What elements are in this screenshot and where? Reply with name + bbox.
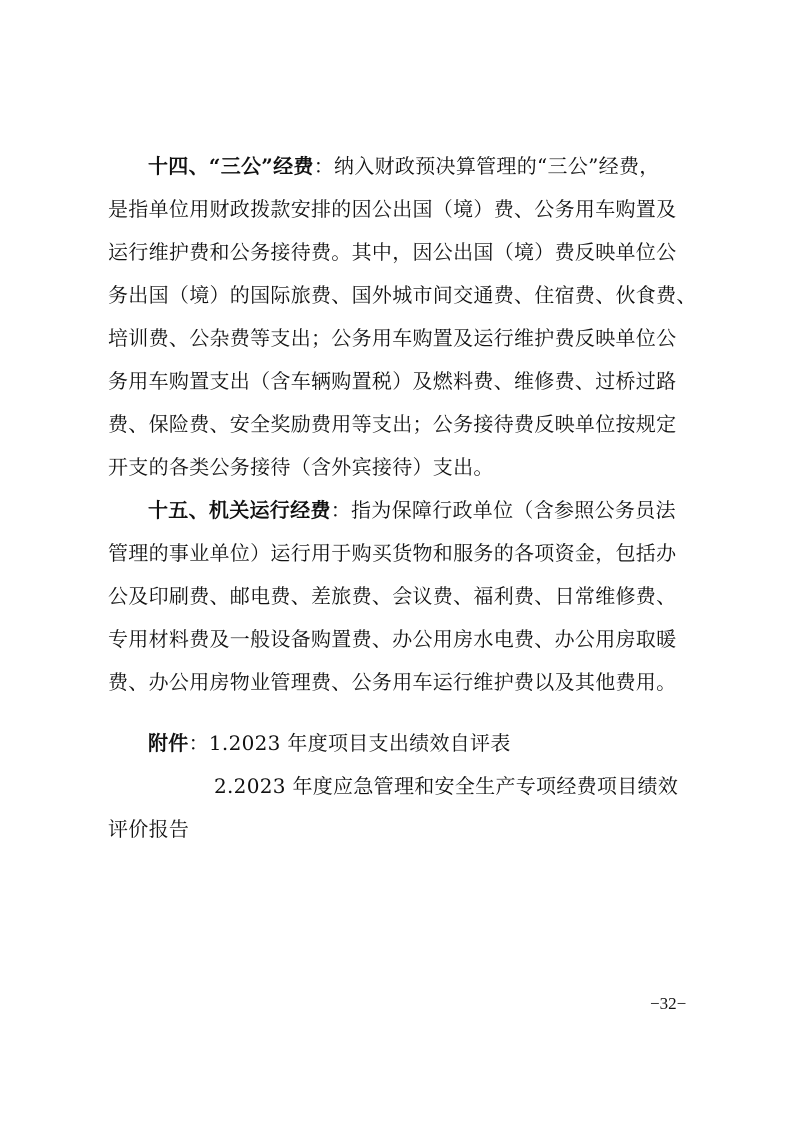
section14-line8: 开支的各类公务接待（含外宾接待）支出。 [108, 455, 494, 479]
section14-heading: 十四、“三公”经费 [148, 154, 314, 178]
section15-line1-text: ：指为保障行政单位（含参照公务员法 [330, 498, 676, 522]
section14-line1-text: ：纳入财政预决算管理的“三公”经费， [313, 154, 660, 178]
attachment-item-2-continued: 评价报告 [108, 817, 190, 841]
section15-line4: 专用材料费及一般设备购置费、办公用房水电费、办公用房取暖 [108, 627, 677, 651]
section14-line3: 运行维护费和公务接待费。其中，因公出国（境）费反映单位公 [108, 240, 677, 264]
section14-line6: 务用车购置支出（含车辆购置税）及燃料费、维修费、过桥过路 [108, 369, 677, 393]
section14-line1 [0, 151, 793, 181]
section15-line5: 费、办公用房物业管理费、公务用车运行维护费以及其他费用。 [108, 670, 677, 694]
attachments-line1 [0, 728, 793, 758]
section15-line1 [0, 495, 793, 525]
section14-line5: 培训费、公杂费等支出；公务用车购置及运行维护费反映单位公 [108, 326, 677, 350]
section15-heading: 十五、机关运行经费 [148, 498, 331, 522]
attachments-label: 附件 [148, 731, 189, 755]
attachment-item-1: ：1.2023 年度项目支出绩效自评表 [188, 731, 511, 755]
section14-line7: 费、保险费、安全奖励费用等支出；公务接待费反映单位按规定 [108, 412, 677, 436]
section14-line2: 是指单位用财政拨款安排的因公出国（境）费、公务用车购置及 [108, 197, 677, 221]
section15-line2: 管理的事业单位）运行用于购买货物和服务的各项资金，包括办 [108, 541, 677, 565]
section15-line3: 公及印刷费、邮电费、差旅费、会议费、福利费、日常维修费、 [108, 584, 677, 608]
attachment-item-2: 2.2023 年度应急管理和安全生产专项经费项目绩效 [214, 774, 679, 798]
section14-line4: 务出国（境）的国际旅费、国外城市间交通费、住宿费、伙食费、 [108, 283, 697, 307]
page-number: −32− [650, 994, 687, 1013]
